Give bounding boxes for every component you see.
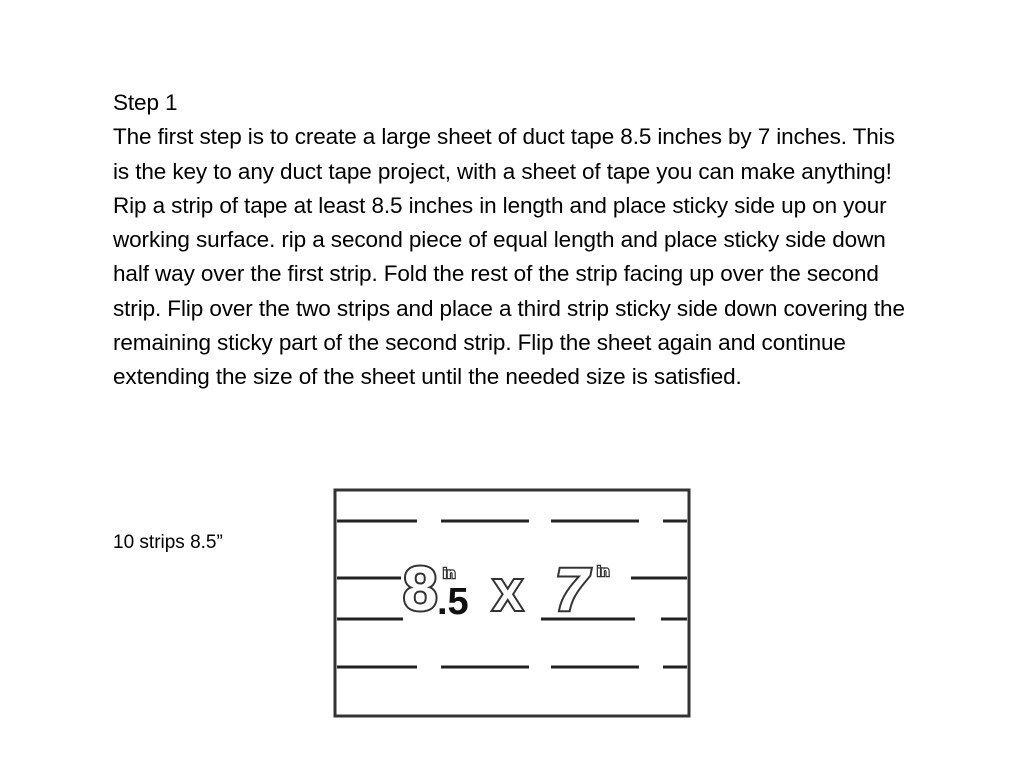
- width-sup: in: [443, 565, 456, 581]
- step-text-block: [113, 86, 913, 395]
- times-sign: X: [493, 571, 523, 620]
- step-title: Step 1: [113, 90, 178, 115]
- height-main: 7: [555, 556, 589, 623]
- tape-sheet-figure: [331, 486, 695, 720]
- tape-sheet-diagram: [331, 486, 695, 720]
- strips-label: 10 strips 8.5”: [113, 532, 223, 553]
- height-sup: in: [597, 563, 610, 579]
- width-main: 8: [403, 555, 438, 624]
- step-paragraph: The first step is to create a large sheet of duct tape 8.5 inches by 7 inches. This is the key to any duct tape project, with a sheet of tape you can make anything! Rip a strip of tape at least 8.5 inches in length and place sticky side up on your working surface. rip a second piece of equal length and place sticky side down half way over the first strip. Fold the rest of the strip facing up over the second strip. Flip over the two strips and place a third strip sticky side down covering the remaining sticky part of the second strip. Flip the sheet again and continue extending the size of the sheet until the needed size is satisfied.: [113, 124, 905, 390]
- width-fraction: .5: [437, 581, 469, 623]
